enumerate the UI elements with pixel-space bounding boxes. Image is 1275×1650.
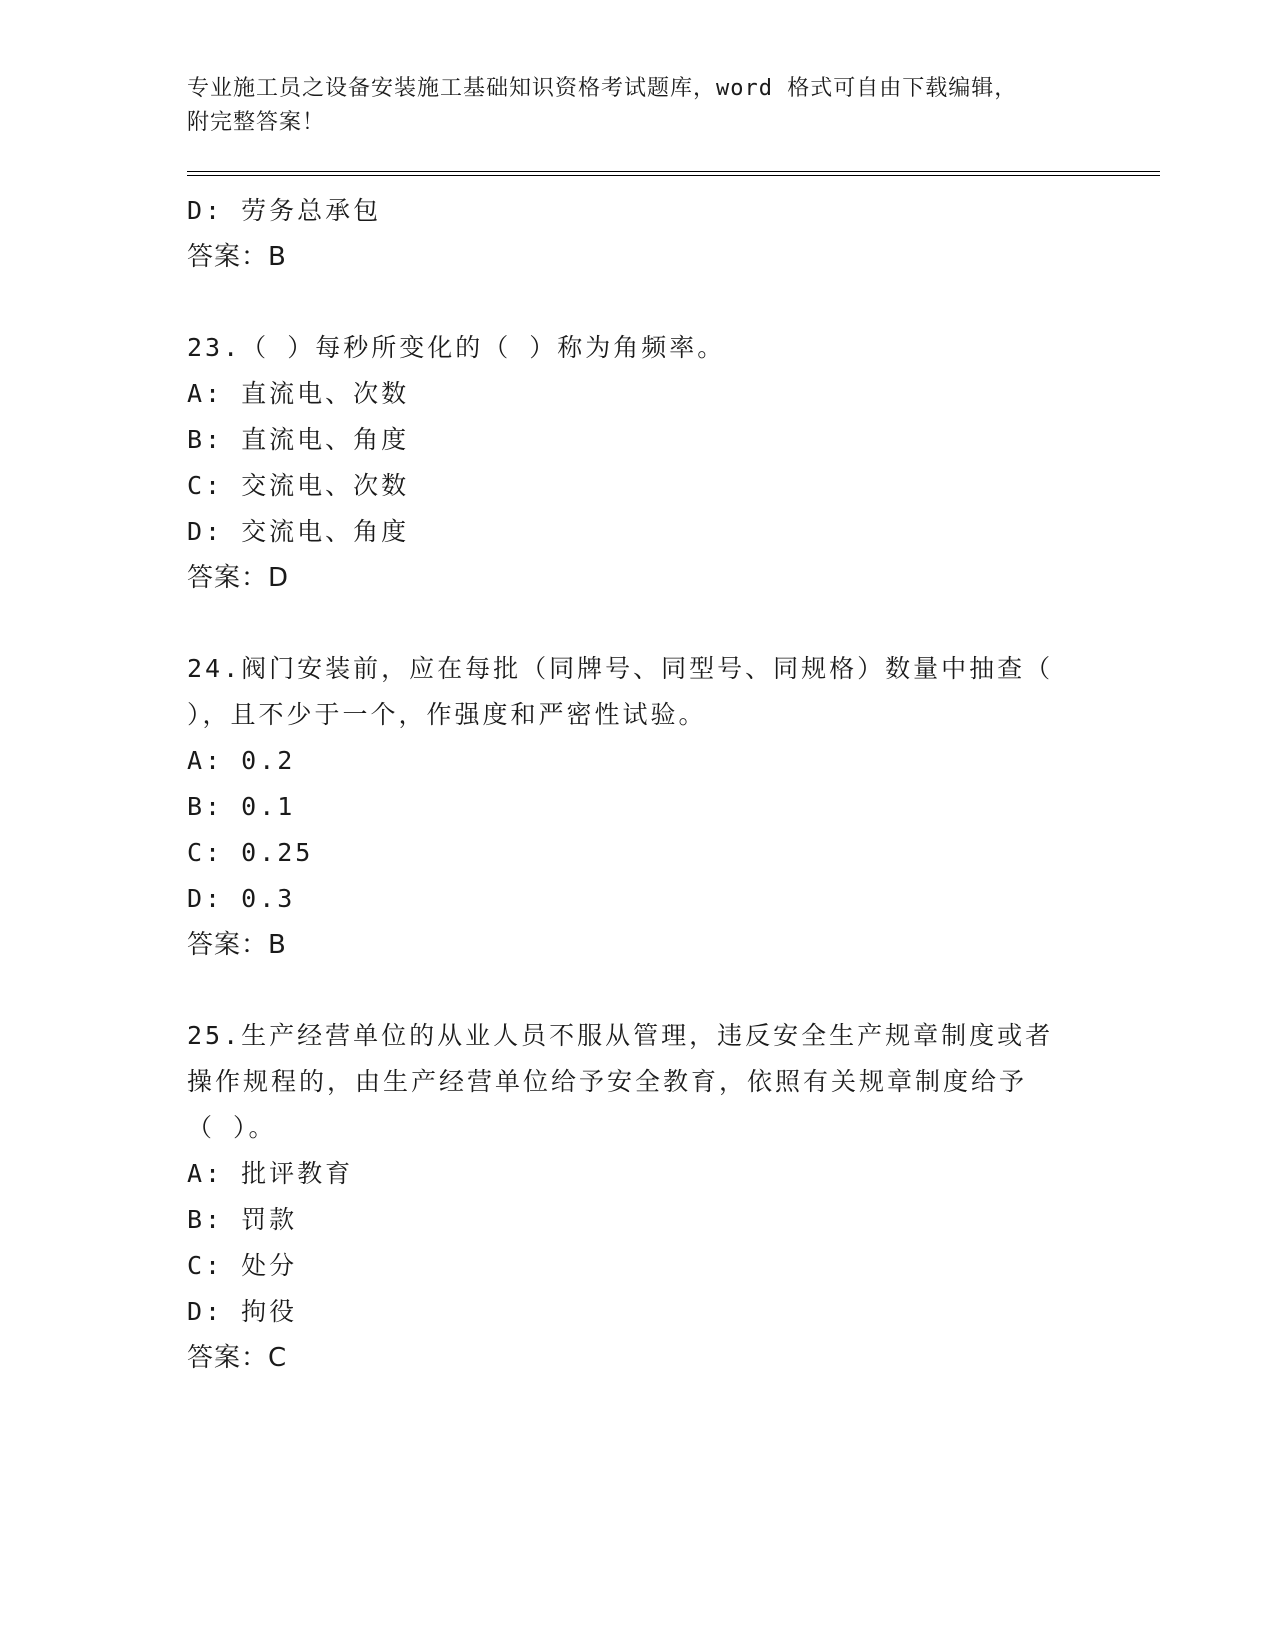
header-rule-top <box>187 171 1160 172</box>
option-d: D: 拘役 <box>187 1297 298 1326</box>
option-a: A: 0.2 <box>187 746 296 775</box>
question-stem: 24.阀门安装前，应在每批（同牌号、同型号、同规格）数量中抽查（ <box>187 654 1054 683</box>
answer-line: 答案：C <box>187 1343 288 1373</box>
question-stem: 25.生产经营单位的从业人员不服从管理，违反安全生产规章制度或者 <box>187 1021 1054 1050</box>
question-24 <box>187 646 1087 968</box>
option-d: D: 交流电、角度 <box>187 517 410 546</box>
option-a: A: 直流电、次数 <box>187 379 410 408</box>
option-b: B: 0.1 <box>187 792 296 821</box>
option-b: B: 直流电、角度 <box>187 425 410 454</box>
answer-line: 答案：B <box>187 242 287 272</box>
question-stem: ），且不少于一个，作强度和严密性试验。 <box>187 700 707 729</box>
document-header <box>187 72 1087 140</box>
question-stem: 23.（ ）每秒所变化的（ ）称为角频率。 <box>187 333 726 362</box>
option-d: D: 劳务总承包 <box>187 196 382 225</box>
option-c: C: 交流电、次数 <box>187 471 410 500</box>
header-line: 专业施工员之设备安装施工基础知识资格考试题库，word 格式可自由下载编辑， <box>187 76 1018 101</box>
header-rule-bottom <box>187 175 1160 176</box>
option-d: D: 0.3 <box>187 884 296 913</box>
question-25 <box>187 1013 1087 1381</box>
question-content <box>187 188 1087 1381</box>
answer-line: 答案：D <box>187 563 290 593</box>
header-line: 附完整答案！ <box>187 110 326 135</box>
question-stem: 操作规程的，由生产经营单位给予安全教育，依照有关规章制度给予 <box>187 1067 1028 1096</box>
option-c: C: 处分 <box>187 1251 298 1280</box>
question-stem: （ ）。 <box>187 1113 277 1142</box>
answer-line: 答案：B <box>187 930 287 960</box>
option-b: B: 罚款 <box>187 1205 298 1234</box>
option-a: A: 批评教育 <box>187 1159 354 1188</box>
option-c: C: 0.25 <box>187 838 314 867</box>
question-23 <box>187 325 1087 601</box>
